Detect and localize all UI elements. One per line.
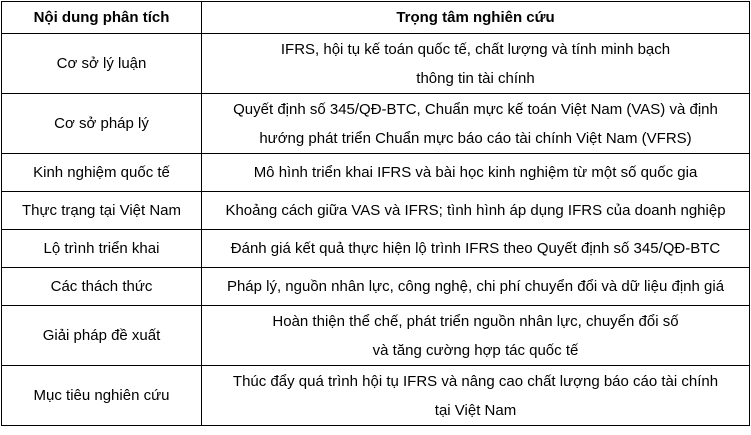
focus-line: và tăng cường hợp tác quốc tế bbox=[372, 341, 579, 359]
table-row bbox=[2, 94, 750, 154]
row-focus bbox=[202, 34, 750, 94]
table-row bbox=[2, 230, 750, 268]
focus-line: Mô hình triển khai IFRS và bài học kinh nghiệm từ một số quốc gia bbox=[253, 164, 698, 181]
row-focus bbox=[202, 154, 750, 192]
focus-line: IFRS, hội tụ kế toán quốc tế, chất lượng và tính minh bạch bbox=[280, 40, 671, 58]
row-focus bbox=[202, 192, 750, 230]
focus-line: thông tin tài chính bbox=[416, 69, 535, 87]
focus-line: Thúc đẩy quá trình hội tụ IFRS và nâng cao chất lượng báo cáo tài chính bbox=[232, 372, 719, 390]
focus-line: hướng phát triển Chuẩn mực báo cáo tài chính Việt Nam (VFRS) bbox=[259, 129, 692, 147]
focus-line: Khoảng cách giữa VAS và IFRS; tình hình áp dụng IFRS của doanh nghiệp bbox=[225, 202, 726, 219]
row-topic: Cơ sở lý luận bbox=[2, 34, 202, 94]
row-topic: Giải pháp đề xuất bbox=[2, 306, 202, 366]
table-row bbox=[2, 366, 750, 426]
focus-line: Đánh giá kết quả thực hiện lộ trình IFRS theo Quyết định số 345/QĐ-BTC bbox=[230, 240, 721, 257]
row-focus bbox=[202, 268, 750, 306]
focus-line: Quyết định số 345/QĐ-BTC, Chuẩn mực kế toán Việt Nam (VAS) và định bbox=[233, 100, 718, 118]
header-analysis-content: Nội dung phân tích bbox=[2, 2, 202, 34]
table-row bbox=[2, 34, 750, 94]
focus-line: Hoàn thiện thể chế, phát triển nguồn nhân lực, chuyển đổi số bbox=[272, 312, 679, 330]
header-row bbox=[2, 2, 750, 34]
header-research-focus: Trọng tâm nghiên cứu bbox=[202, 2, 750, 34]
row-focus bbox=[202, 94, 750, 154]
research-table bbox=[1, 1, 750, 426]
row-topic: Kinh nghiệm quốc tế bbox=[2, 154, 202, 192]
row-focus bbox=[202, 366, 750, 426]
table-row bbox=[2, 306, 750, 366]
row-topic: Lộ trình triển khai bbox=[2, 230, 202, 268]
table-row bbox=[2, 154, 750, 192]
table-row bbox=[2, 268, 750, 306]
row-topic: Cơ sở pháp lý bbox=[2, 94, 202, 154]
row-focus bbox=[202, 230, 750, 268]
row-focus bbox=[202, 306, 750, 366]
focus-line: tại Việt Nam bbox=[434, 401, 517, 419]
row-topic: Thực trạng tại Việt Nam bbox=[2, 192, 202, 230]
row-topic: Các thách thức bbox=[2, 268, 202, 306]
table-row bbox=[2, 192, 750, 230]
row-topic: Mục tiêu nghiên cứu bbox=[2, 366, 202, 426]
focus-line: Pháp lý, nguồn nhân lực, công nghệ, chi phí chuyển đổi và dữ liệu định giá bbox=[226, 278, 725, 295]
